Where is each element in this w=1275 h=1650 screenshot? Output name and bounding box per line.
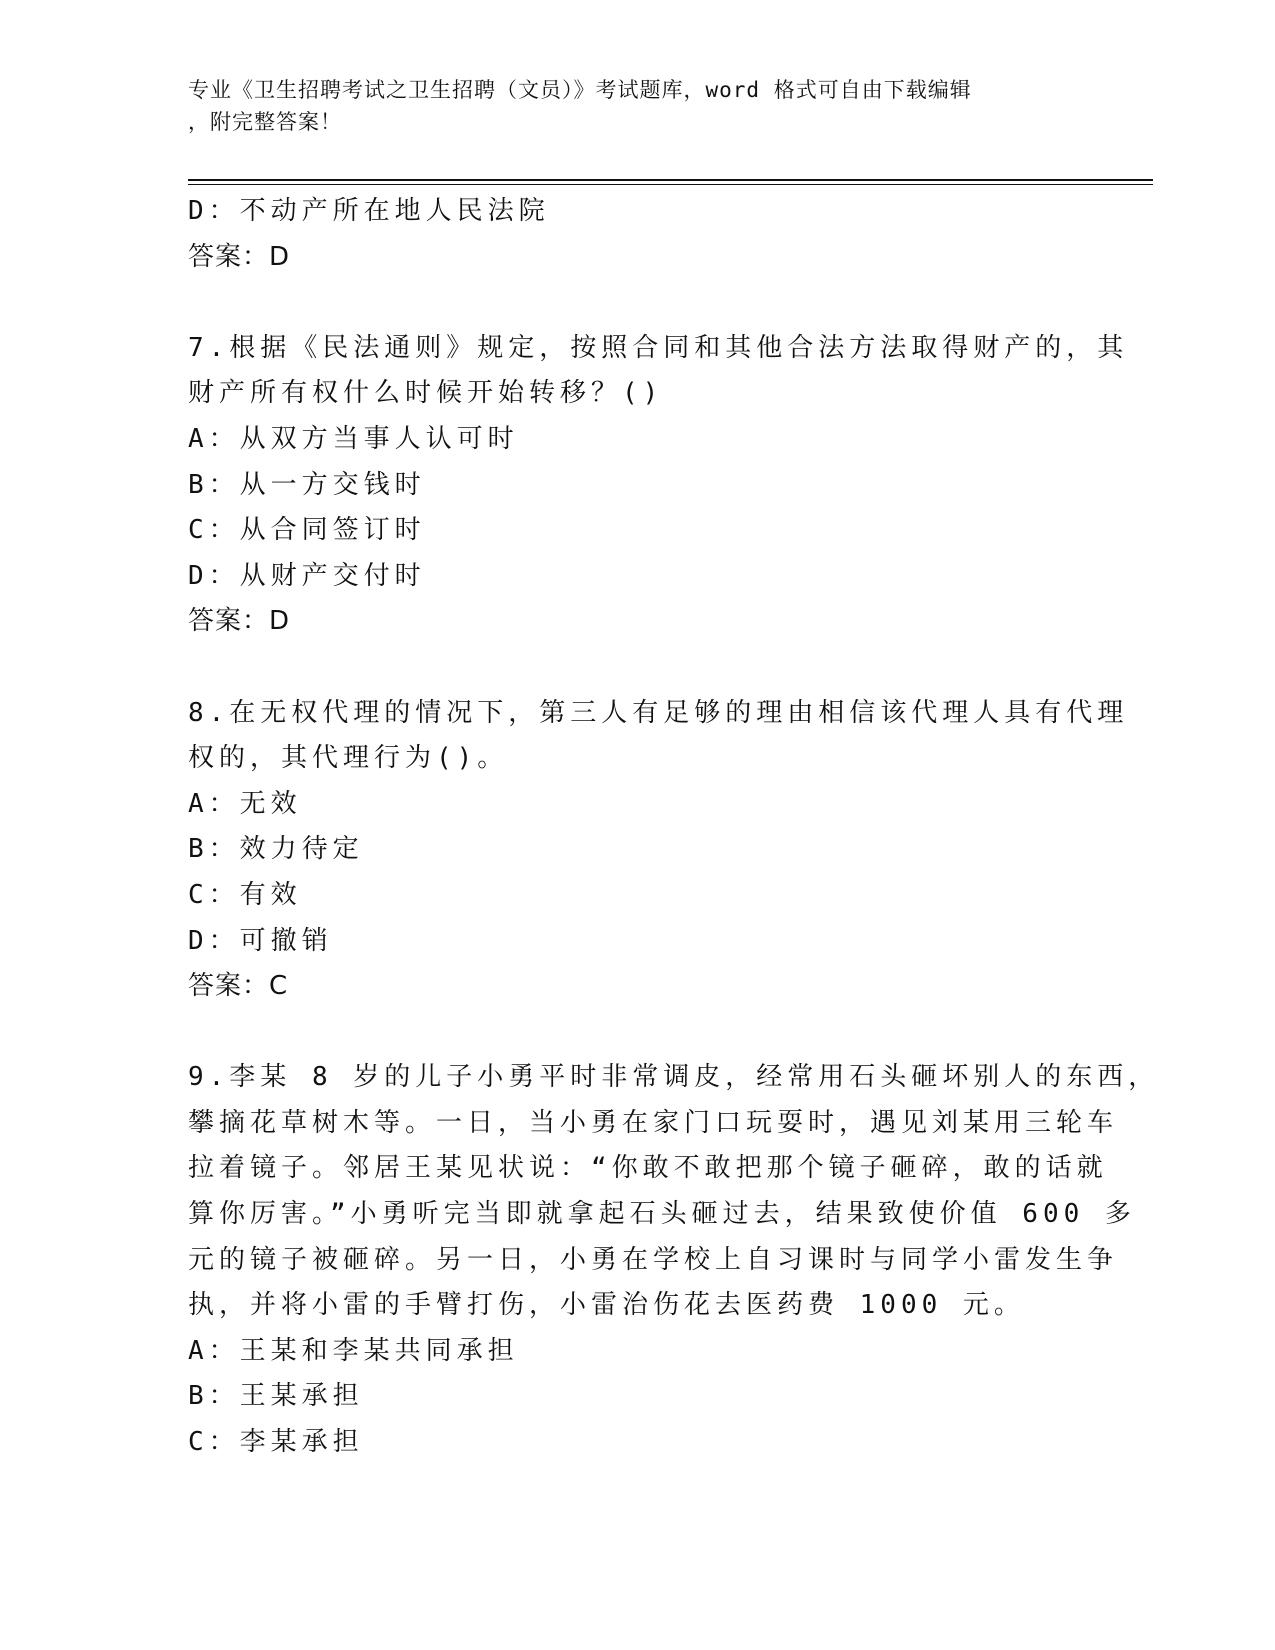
question-9 <box>188 1055 1160 1465</box>
question-text: 攀摘花草树木等。一日，当小勇在家门口玩耍时，遇见刘某用三轮车 <box>188 1107 1119 1138</box>
option-a: A：王某和李某共同承担 <box>188 1335 519 1366</box>
option-b: B：从一方交钱时 <box>188 469 426 500</box>
option-a: A：无效 <box>188 788 302 819</box>
question-7 <box>188 326 1129 645</box>
question-8 <box>188 691 1129 1010</box>
spacer <box>188 645 1068 691</box>
spacer <box>188 280 1068 326</box>
question-list <box>188 189 1160 1466</box>
answer-label: 答案：D <box>188 606 291 637</box>
question-text: 权的，其代理行为()。 <box>188 743 509 774</box>
question-text: 算你厉害。”小勇听完当即就拿起石头砸过去，结果致使价值 600 多 <box>188 1199 1136 1230</box>
spacer <box>188 1010 1068 1056</box>
option-d: D：不动产所在地人民法院 <box>188 196 550 226</box>
option-c: C：有效 <box>188 879 302 910</box>
question-text: 财产所有权什么时候开始转移？() <box>188 378 664 409</box>
answer-label: 答案：D <box>188 241 291 272</box>
option-d: D：从财产交付时 <box>188 560 426 591</box>
option-b: B：王某承担 <box>188 1381 364 1412</box>
question-text: 8.在无权代理的情况下，第三人有足够的理由相信该代理人具有代理 <box>188 697 1129 728</box>
header-line-1: 专业《卫生招聘考试之卫生招聘（文员）》考试题库，word 格式可自由下载编辑 <box>188 78 972 102</box>
question-text: 拉着镜子。邻居王某见状说：“你敢不敢把那个镜子砸碎，敢的话就 <box>188 1153 1108 1184</box>
document-header <box>188 74 1068 138</box>
option-c: C：从合同签订时 <box>188 515 426 546</box>
question-text: 元的镜子被砸碎。另一日，小勇在学校上自习课时与同学小雷发生争 <box>188 1244 1119 1275</box>
option-d: D：可撤销 <box>188 925 333 956</box>
header-divider <box>188 179 1153 185</box>
answer-label: 答案：C <box>188 971 289 1002</box>
previous-question-tail <box>188 189 1068 280</box>
question-text: 9.李某 8 岁的儿子小勇平时非常调皮，经常用石头砸坏别人的东西， <box>188 1062 1160 1093</box>
option-c: C：李某承担 <box>188 1427 364 1458</box>
header-line-2: ，附完整答案！ <box>188 110 342 134</box>
option-a: A：从双方当事人认可时 <box>188 423 519 454</box>
option-b: B：效力待定 <box>188 834 364 865</box>
question-text: 执，并将小雷的手臂打伤，小雷治伤花去医药费 1000 元。 <box>188 1290 1025 1321</box>
question-text: 7.根据《民法通则》规定，按照合同和其他合法方法取得财产的，其 <box>188 332 1129 363</box>
